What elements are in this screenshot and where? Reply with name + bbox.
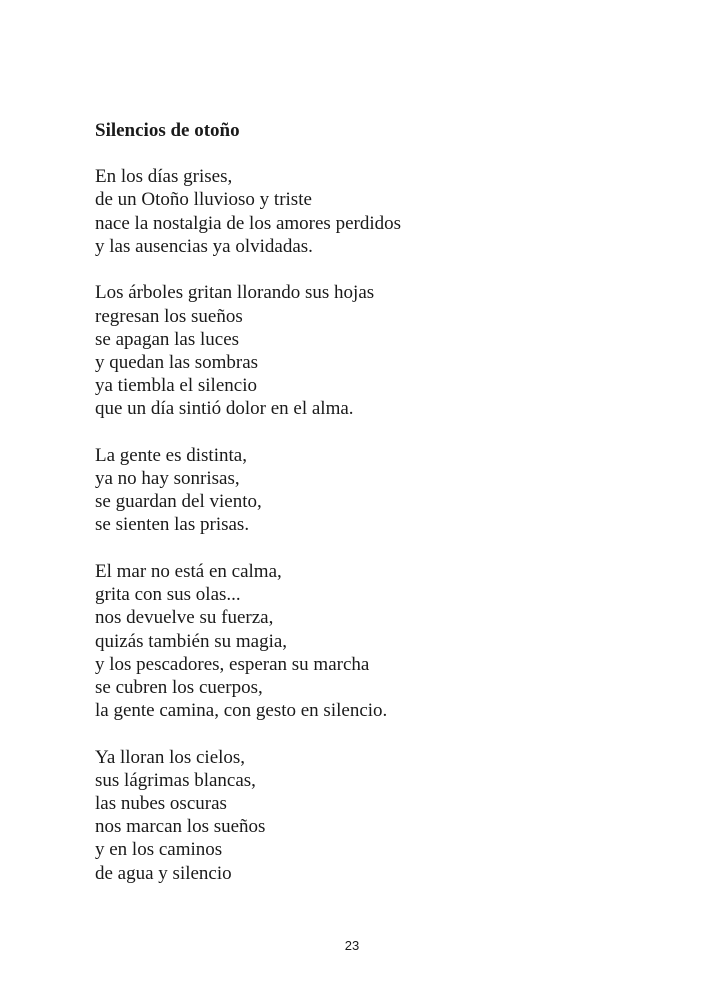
- poem-line: ya no hay sonrisas,: [95, 468, 240, 490]
- poem-line: Los árboles gritan llorando sus hojas: [95, 282, 375, 304]
- poem-line: La gente es distinta,: [95, 444, 247, 466]
- poem-line: regresan los sueños: [95, 305, 243, 327]
- stanza-1: [95, 165, 655, 258]
- poem-line: El mar no está en calma,: [95, 560, 282, 582]
- stanza-4: [95, 560, 655, 722]
- poem-line: de agua y silencio: [95, 862, 232, 884]
- poem-line: y los pescadores, esperan su marcha: [95, 653, 370, 675]
- poem-line: se sienten las prisas.: [95, 514, 250, 536]
- poem-line: se apagan las luces: [95, 328, 240, 350]
- poem-line: y quedan las sombras: [95, 351, 259, 373]
- poem-line: En los días grises,: [95, 166, 233, 188]
- stanza-5: [95, 746, 655, 885]
- poem-line: se cubren los cuerpos,: [95, 676, 263, 698]
- poem-title: Silencios de otoño: [95, 120, 240, 141]
- poem-line: y las ausencias ya olvidadas.: [95, 235, 313, 257]
- page-number: 23: [344, 938, 360, 953]
- poem-line: y en los caminos: [95, 839, 223, 861]
- poem-line: nace la nostalgia de los amores perdidos: [95, 212, 402, 234]
- poem-line: quizás también su magia,: [95, 630, 288, 652]
- poem-line: Ya lloran los cielos,: [95, 746, 246, 768]
- poem-line: grita con sus olas...: [95, 584, 241, 606]
- poem-line: la gente camina, con gesto en silencio.: [95, 700, 388, 722]
- stanza-3: [95, 444, 655, 537]
- poem-line: las nubes oscuras: [95, 793, 227, 815]
- poem-line: nos devuelve su fuerza,: [95, 607, 274, 629]
- poem-line: ya tiembla el silencio: [95, 375, 257, 397]
- poem-line: que un día sintió dolor en el alma.: [95, 398, 354, 420]
- poem-line: nos marcan los sueños: [95, 816, 266, 838]
- poem-line: de un Otoño lluvioso y triste: [95, 189, 312, 211]
- stanza-2: [95, 281, 655, 420]
- poem-line: sus lágrimas blancas,: [95, 769, 256, 791]
- poem-line: se guardan del viento,: [95, 491, 262, 513]
- poem: [95, 119, 655, 908]
